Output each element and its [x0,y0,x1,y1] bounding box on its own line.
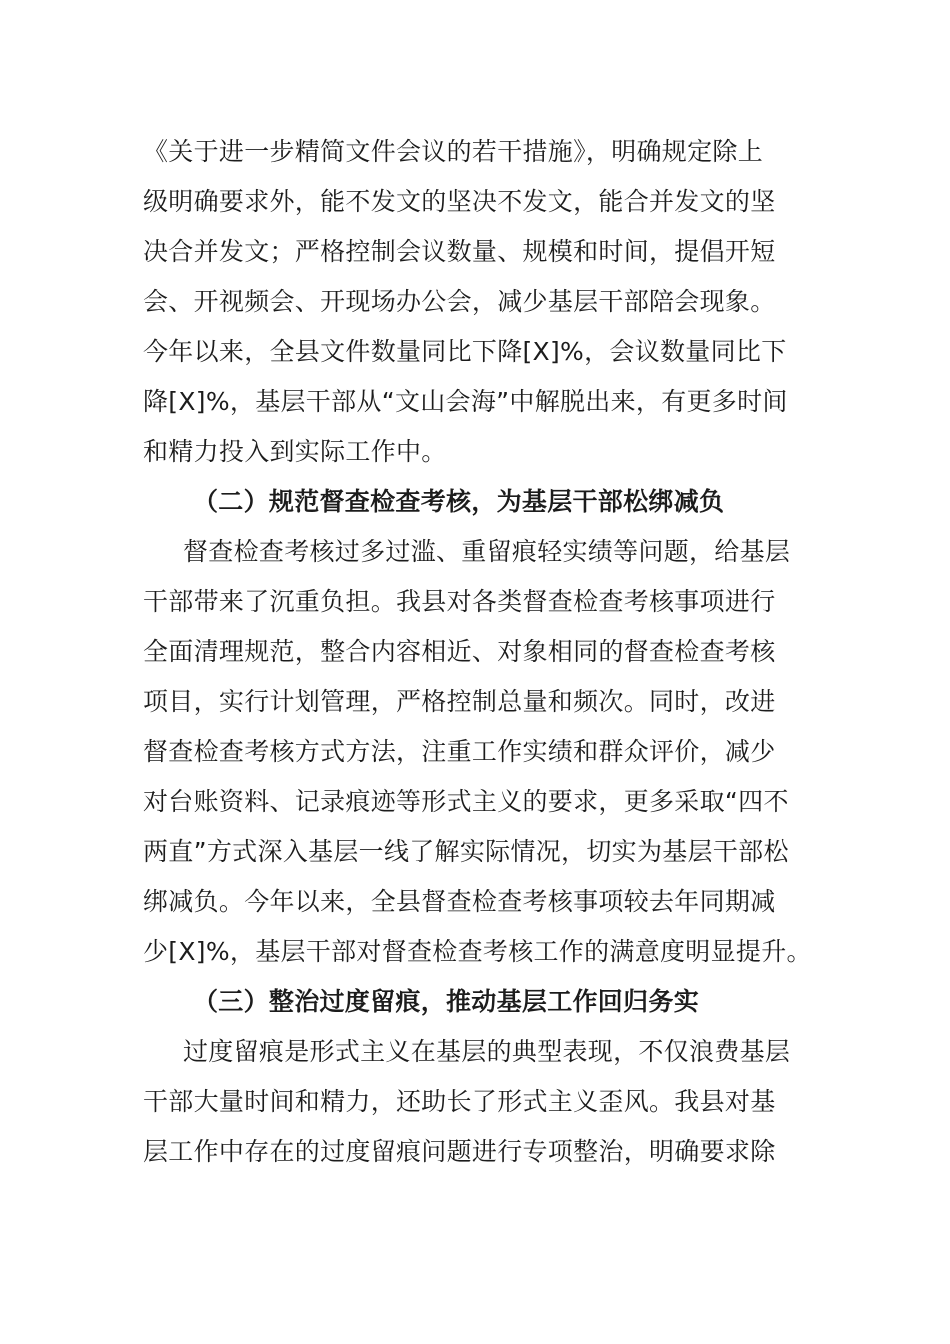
body-line: 督查检查考核方式方法，注重工作实绩和群众评价，减少 [143,737,776,766]
body-line: 干部大量时间和精力，还助长了形式主义歪风。我县对基 [143,1087,776,1116]
section-heading-2: （二）规范督查检查考核，为基层干部松绑减负 [193,487,725,516]
body-line: 会、开视频会、开现场办公会，减少基层干部陪会现象。 [143,287,776,316]
body-line: 干部带来了沉重负担。我县对各类督查检查考核事项进行 [143,587,776,616]
body-line: 层工作中存在的过度留痕问题进行专项整治，明确要求除 [143,1137,776,1166]
body-line: 降[X]%，基层干部从“文山会海”中解脱出来，有更多时间 [143,387,788,416]
body-line: 绑减负。今年以来，全县督查检查考核事项较去年同期减 [143,887,776,916]
body-line: 对台账资料、记录痕迹等形式主义的要求，更多采取“四不 [143,787,789,816]
body-line: 少[X]%，基层干部对督查检查考核工作的满意度明显提升。 [143,937,812,966]
document-body [143,127,811,1177]
body-line: 《关于进一步精简文件会议的若干措施》，明确规定除上 [143,137,764,166]
section-heading-3: （三）整治过度留痕，推动基层工作回归务实 [193,987,700,1016]
paragraph-start-line: 督查检查考核过多过滥、重留痕轻实绩等问题，给基层 [183,537,791,566]
body-line: 和精力投入到实际工作中。 [143,437,447,466]
body-line: 级明确要求外，能不发文的坚决不发文，能合并发文的坚 [143,187,776,216]
body-line: 决合并发文；严格控制会议数量、规模和时间，提倡开短 [143,237,776,266]
body-line: 全面清理规范，整合内容相近、对象相同的督查检查考核 [143,637,776,666]
paragraph-start-line: 过度留痕是形式主义在基层的典型表现，不仅浪费基层 [183,1037,791,1066]
body-line: 今年以来，全县文件数量同比下降[X]%，会议数量同比下 [143,337,787,366]
body-line: 两直”方式深入基层一线了解实际情况，切实为基层干部松 [143,837,789,866]
body-line: 项目，实行计划管理，严格控制总量和频次。同时，改进 [143,687,776,716]
